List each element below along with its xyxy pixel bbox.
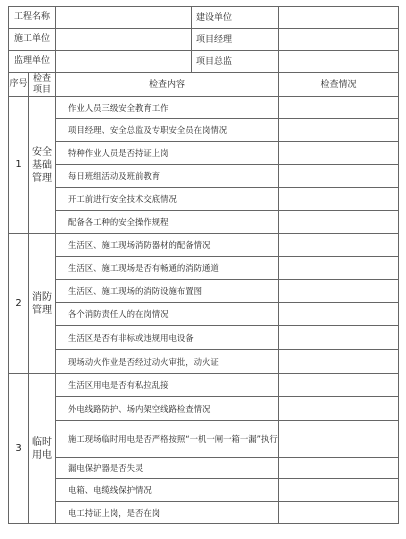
table-row [9,479,399,502]
check-status-cell[interactable] [279,421,399,458]
table-row [9,421,399,458]
table-row [9,397,399,421]
section-number: 3 [9,374,29,524]
table-row [9,326,399,350]
table-row [9,188,399,211]
check-status-cell[interactable] [279,397,399,421]
check-status-cell[interactable] [279,326,399,350]
check-status-cell[interactable] [279,458,399,479]
supervisor-label: 监理单位 [9,51,56,73]
check-content: 配备各工种的安全操作规程 [56,211,279,234]
check-status-cell[interactable] [279,165,399,188]
check-status-cell[interactable] [279,188,399,211]
section-category: 消防管理 [29,234,56,374]
col-status: 检查情况 [279,73,399,97]
check-status-cell[interactable] [279,479,399,502]
table-row [9,97,399,119]
inspection-table [8,6,399,524]
check-status-cell[interactable] [279,374,399,397]
col-item: 检查项目 [29,73,56,97]
check-status-cell[interactable] [279,119,399,142]
pm-value[interactable] [279,29,399,51]
check-content: 开工前进行安全技术交底情况 [56,188,279,211]
check-status-cell[interactable] [279,234,399,257]
check-content: 各个消防责任人的在岗情况 [56,303,279,326]
check-content: 漏电保护器是否失灵 [56,458,279,479]
builder-value[interactable] [279,7,399,29]
check-status-cell[interactable] [279,280,399,303]
table-row [9,502,399,524]
check-content: 项目经理、安全总监及专职安全员在岗情况 [56,119,279,142]
table-row [9,458,399,479]
table-row [9,280,399,303]
constructor-value[interactable] [56,29,192,51]
table-row [9,165,399,188]
supervisor-value[interactable] [56,51,192,73]
check-content: 电工持证上岗，是否在岗 [56,502,279,524]
chief-value[interactable] [279,51,399,73]
section-number: 2 [9,234,29,374]
sections-body [9,97,399,524]
check-content: 生活区是否有非标或违规用电设备 [56,326,279,350]
check-status-cell[interactable] [279,257,399,280]
col-seq: 序号 [9,73,29,97]
check-content: 电箱、电缆线保护情况 [56,479,279,502]
check-content: 外电线路防护、场内架空线路检查情况 [56,397,279,421]
table-row [9,303,399,326]
check-status-cell[interactable] [279,97,399,119]
inspection-form [8,6,399,524]
col-content: 检查内容 [56,73,279,97]
check-content: 每日班组活动及班前教育 [56,165,279,188]
check-content: 现场动火作业是否经过动火审批，动火证 [56,350,279,374]
table-row [9,119,399,142]
check-content: 生活区、施工现场消防器材的配备情况 [56,234,279,257]
table-row [9,234,399,257]
check-content: 作业人员三级安全教育工作 [56,97,279,119]
check-content: 生活区、施工现场是否有畅通的消防通道 [56,257,279,280]
check-status-cell[interactable] [279,303,399,326]
check-content: 生活区用电是否有私拉乱接 [56,374,279,397]
check-status-cell[interactable] [279,350,399,374]
check-content: 施工现场临时用电是否严格按照“一机一闸一箱一漏”执行 [56,421,279,458]
table-row [9,374,399,397]
check-status-cell[interactable] [279,211,399,234]
project-name-value[interactable] [56,7,192,29]
section-category: 临时用电 [29,374,56,524]
chief-label: 项目总监 [192,51,279,73]
check-status-cell[interactable] [279,502,399,524]
builder-label: 建设单位 [192,7,279,29]
project-name-label: 工程名称 [9,7,56,29]
table-row [9,211,399,234]
check-status-cell[interactable] [279,142,399,165]
section-category: 安全基础管理 [29,97,56,234]
table-row [9,142,399,165]
pm-label: 项目经理 [192,29,279,51]
table-row [9,350,399,374]
constructor-label: 施工单位 [9,29,56,51]
check-content: 特种作业人员是否持证上岗 [56,142,279,165]
check-content: 生活区、施工现场的消防设施布置图 [56,280,279,303]
table-row [9,257,399,280]
section-number: 1 [9,97,29,234]
